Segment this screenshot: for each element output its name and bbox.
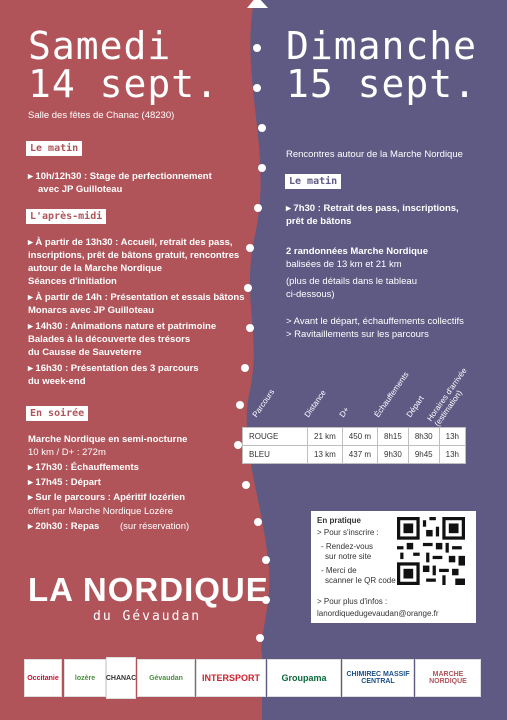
afternoon-line-0: ▸ À partir de 13h30 : Accueil, retrait des pass, — [28, 237, 233, 250]
afternoon-line-7: Balades à la découverte des trésors — [28, 334, 191, 345]
saturday-afternoon-header: L'après-midi — [26, 209, 106, 224]
evening-line-0: Marche Nordique en semi-nocturne — [28, 434, 188, 445]
sunday-hikes-line-3: ci-dessous) — [286, 289, 335, 300]
sunday-morning-header: Le matin — [285, 174, 341, 189]
sponsor-logo-gevaudan: Gévaudan — [137, 659, 195, 697]
table-cell: 437 m — [342, 446, 377, 464]
practical-line-5: > Pour plus d'infos : — [317, 597, 388, 606]
sunday-title-line2: 15 sept. — [286, 62, 478, 106]
practical-line-1: - Rendez-vous — [321, 542, 374, 551]
table-row — [243, 446, 466, 464]
sponsor-logo-chimirec: CHIMIREC MASSIF CENTRAL — [342, 659, 414, 697]
saturday-evening-header: En soirée — [26, 406, 88, 421]
afternoon-line-9: ▸ 16h30 : Présentation des 3 parcours — [28, 363, 199, 376]
practical-line-3: - Merci de — [321, 566, 357, 575]
practical-line-0: > Pour s'inscrire : — [317, 528, 379, 537]
sponsor-logo-lozere: lozère — [64, 659, 106, 697]
sunday-intro: Rencontres autour de la Marche Nordique — [286, 149, 463, 160]
table-header-parcours: Parcours — [250, 387, 277, 419]
sponsor-logo-marche-nordique: MARCHE NORDIQUE — [415, 659, 481, 697]
evening-line-7: (sur réservation) — [120, 521, 190, 532]
nordique-logo-text: LA NORDIQUE — [28, 571, 269, 608]
practical-title: En pratique — [317, 516, 362, 525]
table-cell: 450 m — [342, 428, 377, 446]
evening-line-1: 10 km / D+ : 272m — [28, 447, 106, 458]
evening-line-6: ▸ 20h30 : Repas — [28, 521, 99, 534]
sponsor-logo-intersport: INTERSPORT — [196, 659, 266, 697]
sunday-morning-line-1: ▸ 7h30 : Retrait des pass, inscriptions, — [286, 203, 459, 216]
table-cell: 13h — [439, 428, 465, 446]
table-cell: 13 km — [308, 446, 343, 464]
sponsor-logo-groupama: Groupama — [267, 659, 341, 697]
afternoon-line-3: Séances d'initiation — [28, 276, 117, 287]
sunday-note-2: > Ravitaillements sur les parcours — [286, 329, 429, 340]
evening-line-4: ▸ Sur le parcours : Apéritif lozérien — [28, 492, 185, 505]
table-header-arrivee: Horaires d'arrivée (estimation) — [425, 366, 469, 428]
routes-table — [242, 427, 466, 464]
practical-line-2: sur notre site — [325, 552, 372, 561]
sponsor-logo-chanac: CHANAC — [106, 657, 136, 699]
qr-code-icon[interactable] — [397, 517, 465, 585]
sunday-hikes-line-2: (plus de détails dans le tableau — [286, 276, 417, 287]
table-row — [243, 428, 466, 446]
table-header-dplus: D+ — [337, 405, 351, 419]
afternoon-line-10: du week-end — [28, 376, 86, 387]
sunday-note-1: > Avant le départ, échauffements collectifs — [286, 316, 464, 327]
evening-line-2: ▸ 17h30 : Échauffements — [28, 462, 139, 475]
sponsor-logo-occitanie: Occitanie — [24, 659, 62, 697]
practical-info-box — [311, 511, 476, 623]
afternoon-line-4: ▸ À partir de 14h : Présentation et essais bâtons — [28, 292, 245, 305]
table-cell: 13h — [439, 446, 465, 464]
table-cell: 9h30 — [378, 446, 409, 464]
table-cell: BLEU — [243, 446, 308, 464]
afternoon-line-2: autour de la Marche Nordique — [28, 263, 163, 274]
saturday-venue: Salle des fêtes de Chanac (48230) — [28, 110, 175, 121]
afternoon-line-6: ▸ 14h30 : Animations nature et patrimoine — [28, 321, 216, 334]
sunday-title-line1: Dimanche — [286, 24, 478, 68]
saturday-morning-header: Le matin — [26, 141, 82, 156]
evening-line-3: ▸ 17h45 : Départ — [28, 477, 101, 490]
sunday-hikes-line-1: balisées de 13 km et 21 km — [286, 259, 402, 270]
sunday-hikes-title: 2 randonnées Marche Nordique — [286, 246, 429, 257]
saturday-title-line2: 14 sept. — [28, 62, 220, 106]
table-header-depart: Départ — [404, 394, 426, 419]
table-cell: 8h15 — [378, 428, 409, 446]
nordique-logo-subtitle: du Gévaudan — [93, 609, 202, 624]
saturday-title-line1: Samedi — [28, 24, 172, 68]
table-cell: 9h45 — [408, 446, 439, 464]
table-header-distance: Distance — [302, 388, 328, 419]
practical-email[interactable]: lanordiquedugevaudan@orange.fr — [317, 609, 439, 618]
afternoon-line-1: inscriptions, prêt de bâtons gratuit, rencontres — [28, 250, 240, 261]
practical-line-4: scanner le QR code — [325, 576, 396, 585]
sunday-morning-line-2: prêt de bâtons — [286, 216, 352, 227]
afternoon-line-8: du Causse de Sauveterre — [28, 347, 142, 358]
saturday-morning-line-1: ▸ 10h/12h30 : Stage de perfectionnement — [28, 171, 212, 184]
table-cell: 21 km — [308, 428, 343, 446]
table-cell: ROUGE — [243, 428, 308, 446]
saturday-morning-line-2: avec JP Guilloteau — [38, 184, 123, 195]
afternoon-line-5: Monarcs avec JP Guilloteau — [28, 305, 155, 316]
evening-line-5: offert par Marche Nordique Lozère — [28, 506, 174, 517]
table-cell: 8h30 — [408, 428, 439, 446]
table-header-echauffements: Échauffements — [372, 370, 411, 419]
